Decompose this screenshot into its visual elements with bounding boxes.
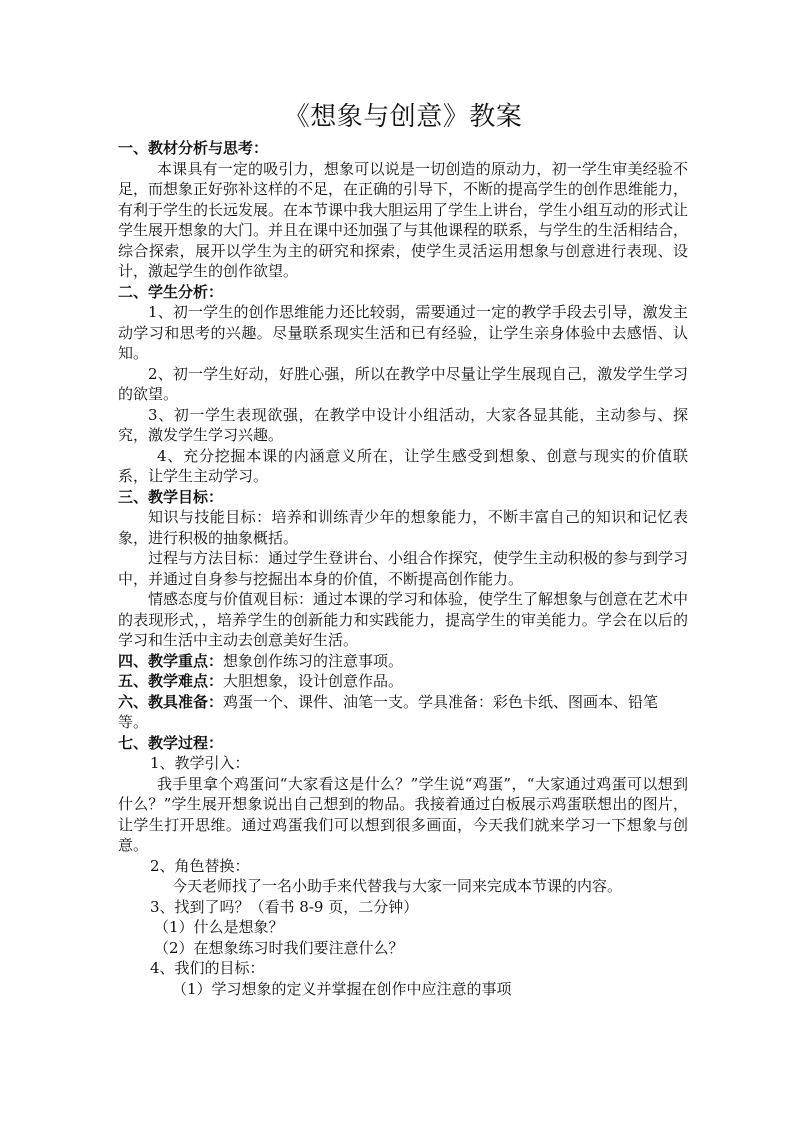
section-key-points: [118, 651, 688, 672]
section-heading-students: 二、学生分析：: [118, 282, 224, 301]
teaching-aids-text: 鸡蛋一个、课件、油笔一支。学具准备：彩色卡纸、图画本、铅笔等。: [118, 692, 659, 731]
section-heading-teaching-aids: 六、教具准备：: [118, 692, 224, 711]
objective-item: 过程与方法目标：通过学生登讲台、小组合作探究，使学生主动积极的参与到学习中，并通过自身参与挖掘出本身的价值，不断提高创作能力。: [118, 549, 689, 588]
process-step-find: 3、找到了吗？（看书 8-9 页，二分钟）: [150, 897, 419, 916]
process-goal-item: （1）学习想象的定义并掌握在创作中应注意的事项: [172, 979, 512, 998]
document-title: 《想象与创意》教案: [283, 102, 523, 132]
process-step-role-body: 今天老师找了一名小助手来代替我与大家一同来完成本节课的内容。: [172, 877, 623, 895]
objective-item: 情感态度与价值观目标：通过本课的学习和体验，使学生了解想象与创意在艺术中的表现形式，，培养学生的创新能力和实践能力，提高学生的审美能力。学会在以后的学习和生活中主动去创意美好生活。: [118, 590, 689, 649]
section-teaching-aids: [118, 692, 688, 733]
process-question: （1）什么是想象？: [154, 918, 284, 936]
process-step-role: 2、角色替换：: [150, 856, 250, 875]
process-step-intro: 1、教学引入：: [150, 754, 250, 772]
section-body-materials: 本课具有一定的吸引力，想象可以说是一切创造的原动力，初一学生审美经验不足，而想象正好弥补这样的不足，在正确的引导下，不断的提高学生的创作思维能力，有利于学生的长远发展。在本节课中我大胆运用了学生上讲台，学生小组互动的形式让学生展开想象的大门。并且在课中还加强了与其他课程的联系，与学生的生活相结合，综合探索，展开以学生为主的研究和探索，使学生灵活运用想象与创意进行表现、设计，激起学生的创作欲望。: [118, 159, 689, 280]
process-step-goals: 4、我们的目标：: [150, 959, 265, 977]
section-heading-difficulties: 五、教学难点：: [118, 672, 224, 690]
process-step-intro-body: 我手里拿个鸡蛋问“大家看这是什么？”学生说“鸡蛋”，“大家通过鸡蛋可以想到什么？”学生展开想象说出自己想到的物品。我接着通过白板展示鸡蛋联想出的图片，让学生打开思维。通过鸡蛋我们可以想到很多画面，今天我们就来学习一下想象与创意。: [118, 774, 688, 854]
section-difficulties: [118, 671, 688, 692]
student-analysis-item: 3、初一学生表现欲强，在教学中设计小组活动，大家各显其能，主动参与、探究，激发学生学习兴趣。: [118, 405, 688, 444]
objective-item: 知识与技能目标：培养和训练青少年的想象能力，不断丰富自己的知识和记忆表象，进行积极的抽象概括。: [118, 508, 688, 547]
process-question: （2）在想象练习时我们要注意什么？: [154, 938, 404, 957]
student-analysis-item: 2、初一学生好动，好胜心强，所以在教学中尽量让学生展现自己，激发学生学习的欲望。: [118, 364, 688, 403]
student-analysis-item: 1、初一学生的创作思维能力还比较弱，需要通过一定的教学手段去引导，激发主动学习和思考的兴趣。尽量联系现实生活和已有经验，让学生亲身体验中去感悟、认知。: [118, 303, 688, 362]
lesson-plan-page: [118, 98, 688, 999]
difficulties-text: 大胆想象，设计创意作品。: [223, 672, 404, 690]
section-heading-objectives: 三、教学目标：: [118, 487, 224, 506]
section-heading-key-points: 四、教学重点：: [118, 651, 224, 670]
section-heading-process: 七、教学过程：: [118, 733, 224, 752]
key-points-text: 想象创作练习的注意事项。: [223, 651, 404, 670]
student-analysis-item: 4、充分挖掘本课的内涵意义所在，让学生感受到想象、创意与现实的价值联系，让学生主动学习。: [118, 446, 688, 485]
section-heading-materials: 一、教材分析与思考：: [118, 139, 269, 157]
